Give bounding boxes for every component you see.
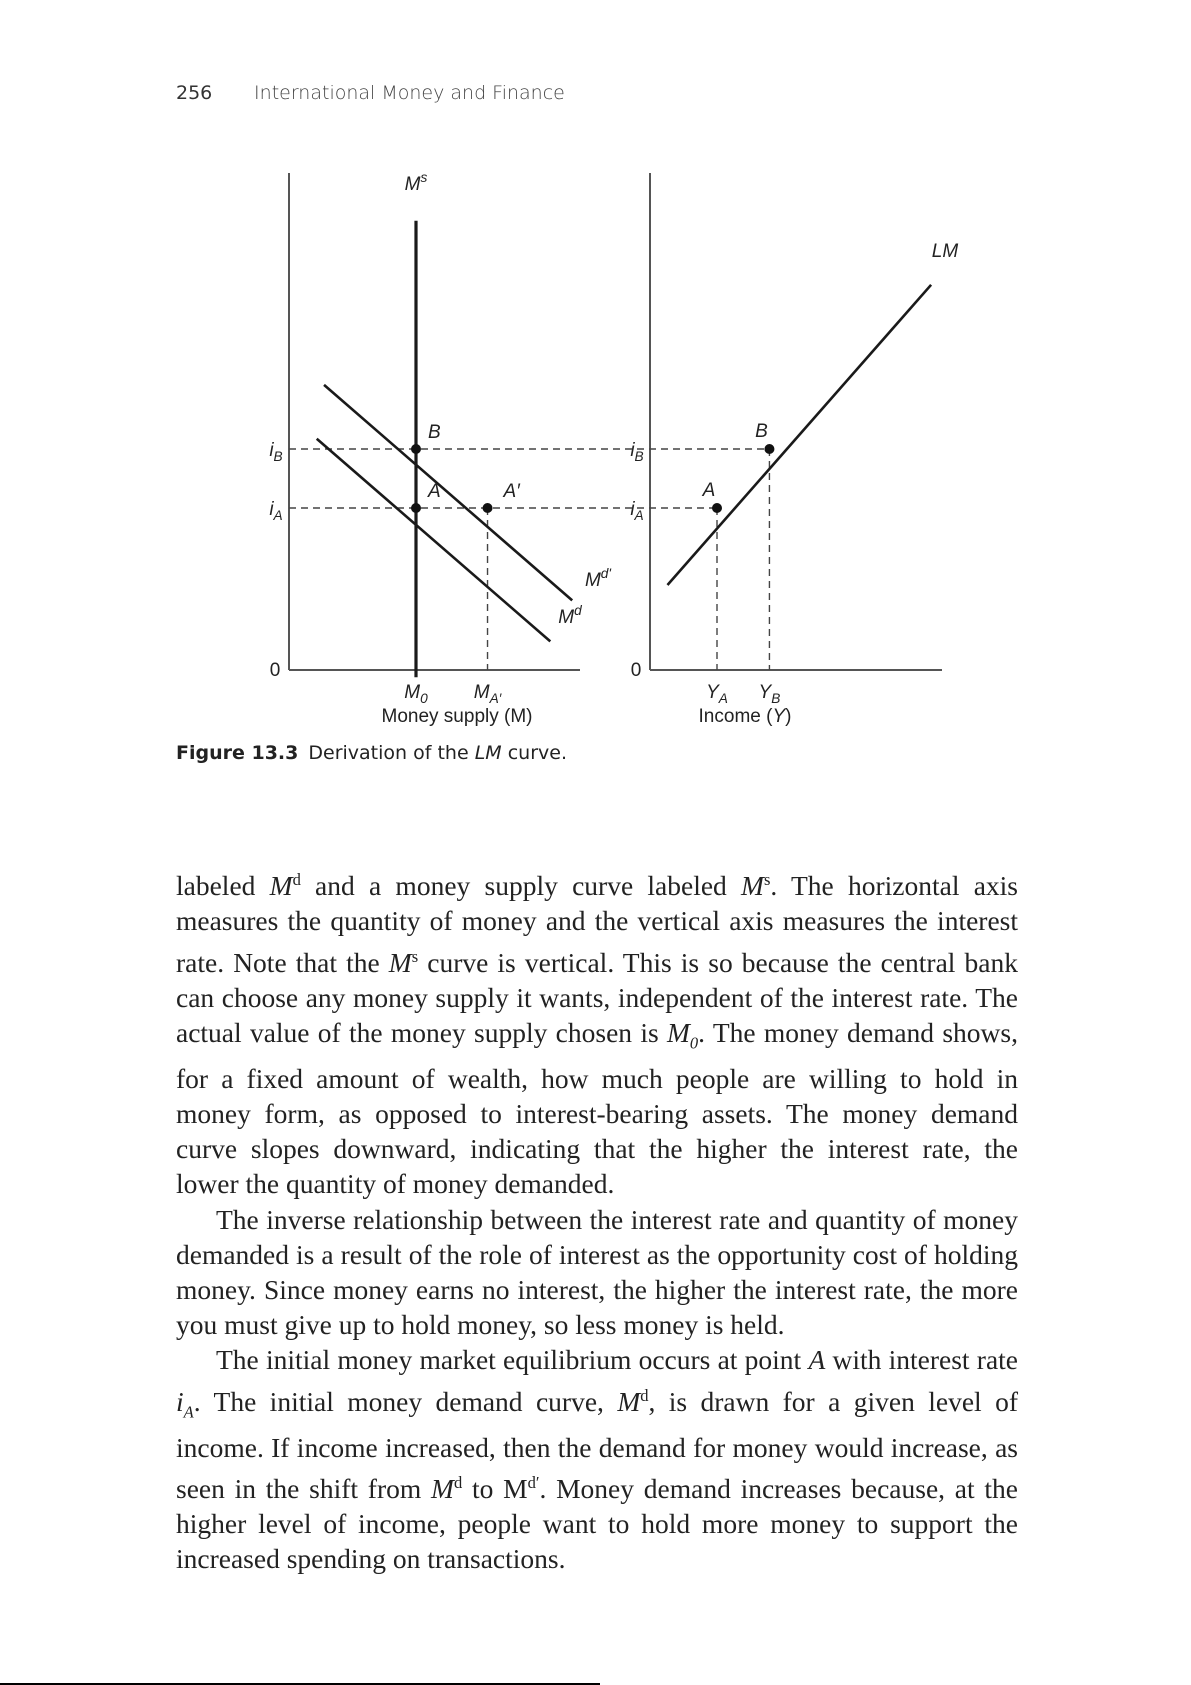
x-axis-title-money: Money supply (M) bbox=[381, 706, 533, 727]
paragraph-2: The inverse relationship between the interest rate and quantity of money demanded is a result of the role of interest as the opportunity cost of holding money. Since money earns no interest, the higher the interest rate, the more you must give up to hold money, so less money is held. bbox=[176, 1203, 1018, 1341]
point-lm-a bbox=[712, 503, 722, 513]
point-a-prime bbox=[483, 503, 493, 513]
figure-lm-derivation bbox=[0, 0, 1191, 740]
paragraph-3: The initial money market equilibrium occurs at point A with interest rate $i_A$. The initial money demand curve, $M^d$, is drawn for a given level of income. If income increased, then the demand for money would increase, as seen in the shift from $M^d$ to $M^{d'}$. Money demand increases because, at the higher level of income, people want to hold more money to support the increased spending on transactions. bbox=[176, 1344, 1019, 1575]
book-title: International Money and Finance bbox=[254, 82, 565, 104]
series-line-md bbox=[317, 439, 551, 642]
x-axis-title-income: Income (Y) bbox=[698, 706, 792, 727]
point-lm-b bbox=[764, 444, 774, 454]
point-label-a-prime: A′ bbox=[503, 481, 520, 502]
caption-text: Derivation of the bbox=[308, 742, 475, 764]
series-line-md-prime bbox=[324, 385, 572, 600]
x-tick-label-yb: $Y_B$ bbox=[758, 682, 781, 706]
caption-label: Figure 13.3 bbox=[176, 742, 299, 764]
caption-text-em: LM bbox=[474, 742, 502, 764]
point-b bbox=[411, 444, 421, 454]
x-tick-label-m0: $M_0$ bbox=[404, 682, 428, 706]
series-label-ms: $M^s$ bbox=[404, 170, 428, 195]
point-label-b: B bbox=[428, 422, 441, 443]
figure-caption bbox=[176, 742, 567, 764]
y-tick-label-iB-right: $i_B$ bbox=[630, 440, 644, 464]
body-text bbox=[176, 862, 1018, 1576]
caption-text-end: curve. bbox=[501, 742, 567, 764]
origin-label: 0 bbox=[630, 660, 642, 681]
page-number: 256 bbox=[176, 82, 213, 104]
y-tick-label-iB-left: $i_B$ bbox=[269, 440, 283, 464]
origin-label: 0 bbox=[269, 660, 281, 681]
series-line-lm bbox=[667, 285, 931, 585]
point-label-a: A bbox=[428, 481, 441, 502]
series-label-md: $M^d$ bbox=[558, 603, 582, 628]
paragraph-1: labeled $M^d$ and a money supply curve labeled $M^s$. The horizontal axis measures the quantity of money and the vertical axis measures the interest rate. Note that the $M^s$ curve is vertical. This is so because the central bank can choose any money supply it wants, independent of the interest rate. The actual value of the money supply chosen is $M_0$. The money demand shows, for a fixed amount of wealth, how much people are willing to hold in money form, as opposed to interest-bearing assets. The money demand curve slopes downward, indicating that the higher the interest rate, the lower the quantity of money demanded. bbox=[176, 870, 1018, 1200]
y-tick-label-iA-right: $i_A$ bbox=[630, 499, 644, 523]
point-label-lm-b: B bbox=[755, 421, 768, 442]
series-label-lm: LM bbox=[931, 241, 959, 262]
x-tick-label-ma-prime: $M_{A'}$ bbox=[473, 682, 502, 706]
point-label-lm-a: A bbox=[702, 480, 716, 501]
point-a bbox=[411, 503, 421, 513]
series-label-md-prime: $M^{d'}$ bbox=[584, 566, 612, 591]
x-tick-label-ya: $Y_A$ bbox=[706, 682, 728, 706]
y-tick-label-iA-left: $i_A$ bbox=[269, 499, 283, 523]
